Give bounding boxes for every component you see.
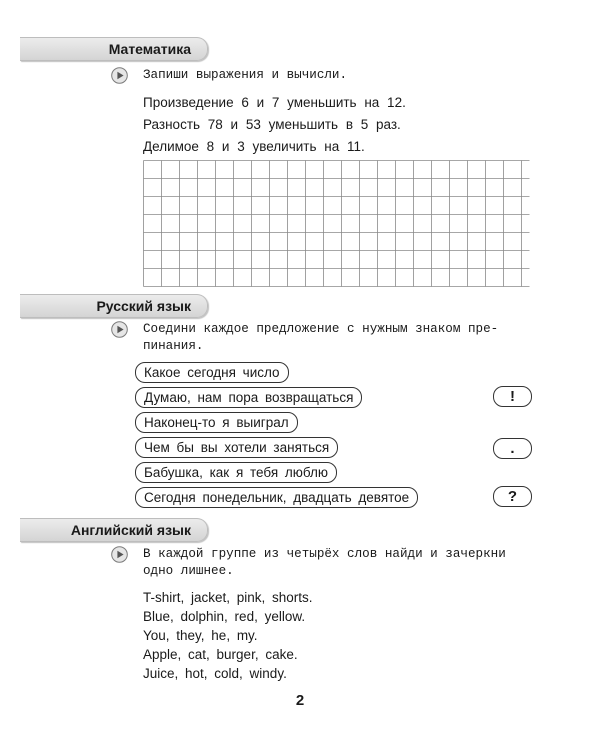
word-group-5[interactable]: Juice, hot, cold, windy. — [143, 666, 287, 681]
play-circle-icon — [111, 67, 128, 84]
math-answer-grid[interactable] — [143, 160, 530, 292]
word-group-1[interactable]: T-shirt, jacket, pink, shorts. — [143, 590, 313, 605]
math-task-1: Произведение 6 и 7 уменьшить на 12. — [143, 95, 406, 110]
russian-instruction-line-1: Соедини каждое предложение с нужным знаком пре- — [143, 322, 499, 336]
sentence-box-3[interactable]: Наконец-то я выиграл — [135, 412, 298, 433]
word-group-3[interactable]: You, they, he, my. — [143, 628, 258, 643]
period-box[interactable]: . — [493, 438, 532, 459]
page-number: 2 — [295, 692, 305, 709]
english-section-tab — [20, 518, 208, 542]
sentence-box-4[interactable]: Чем бы вы хотели заняться — [135, 437, 338, 458]
english-section-title: Английский язык — [70, 522, 191, 538]
exclamation-mark-box[interactable]: ! — [493, 386, 532, 407]
sentence-box-1[interactable]: Какое сегодня число — [135, 362, 289, 383]
math-instruction: Запиши выражения и вычисли. — [143, 68, 348, 82]
sentence-box-2[interactable]: Думаю, нам пора возвращаться — [135, 387, 362, 408]
english-instruction-line-1: В каждой группе из четырёх слов найди и зачеркни — [143, 547, 506, 561]
word-group-2[interactable]: Blue, dolphin, red, yellow. — [143, 609, 306, 624]
grid-lines — [143, 160, 530, 287]
word-group-4[interactable]: Apple, cat, burger, cake. — [143, 647, 298, 662]
math-task-3: Делимое 8 и 3 увеличить на 11. — [143, 139, 365, 154]
question-mark-box[interactable]: ? — [493, 486, 532, 507]
russian-section-title: Русский язык — [96, 298, 191, 314]
russian-instruction-line-2: пинания. — [143, 339, 204, 353]
russian-section-tab — [20, 294, 208, 318]
play-circle-icon — [111, 546, 128, 563]
sentence-box-6[interactable]: Сегодня понедельник, двадцать девятое — [135, 487, 418, 508]
math-section-title: Математика — [108, 41, 191, 57]
math-section-tab — [20, 37, 208, 61]
play-circle-icon — [111, 321, 128, 338]
sentence-box-5[interactable]: Бабушка, как я тебя люблю — [135, 462, 337, 483]
english-instruction-line-2: одно лишнее. — [143, 564, 234, 578]
math-task-2: Разность 78 и 53 уменьшить в 5 раз. — [143, 117, 401, 132]
